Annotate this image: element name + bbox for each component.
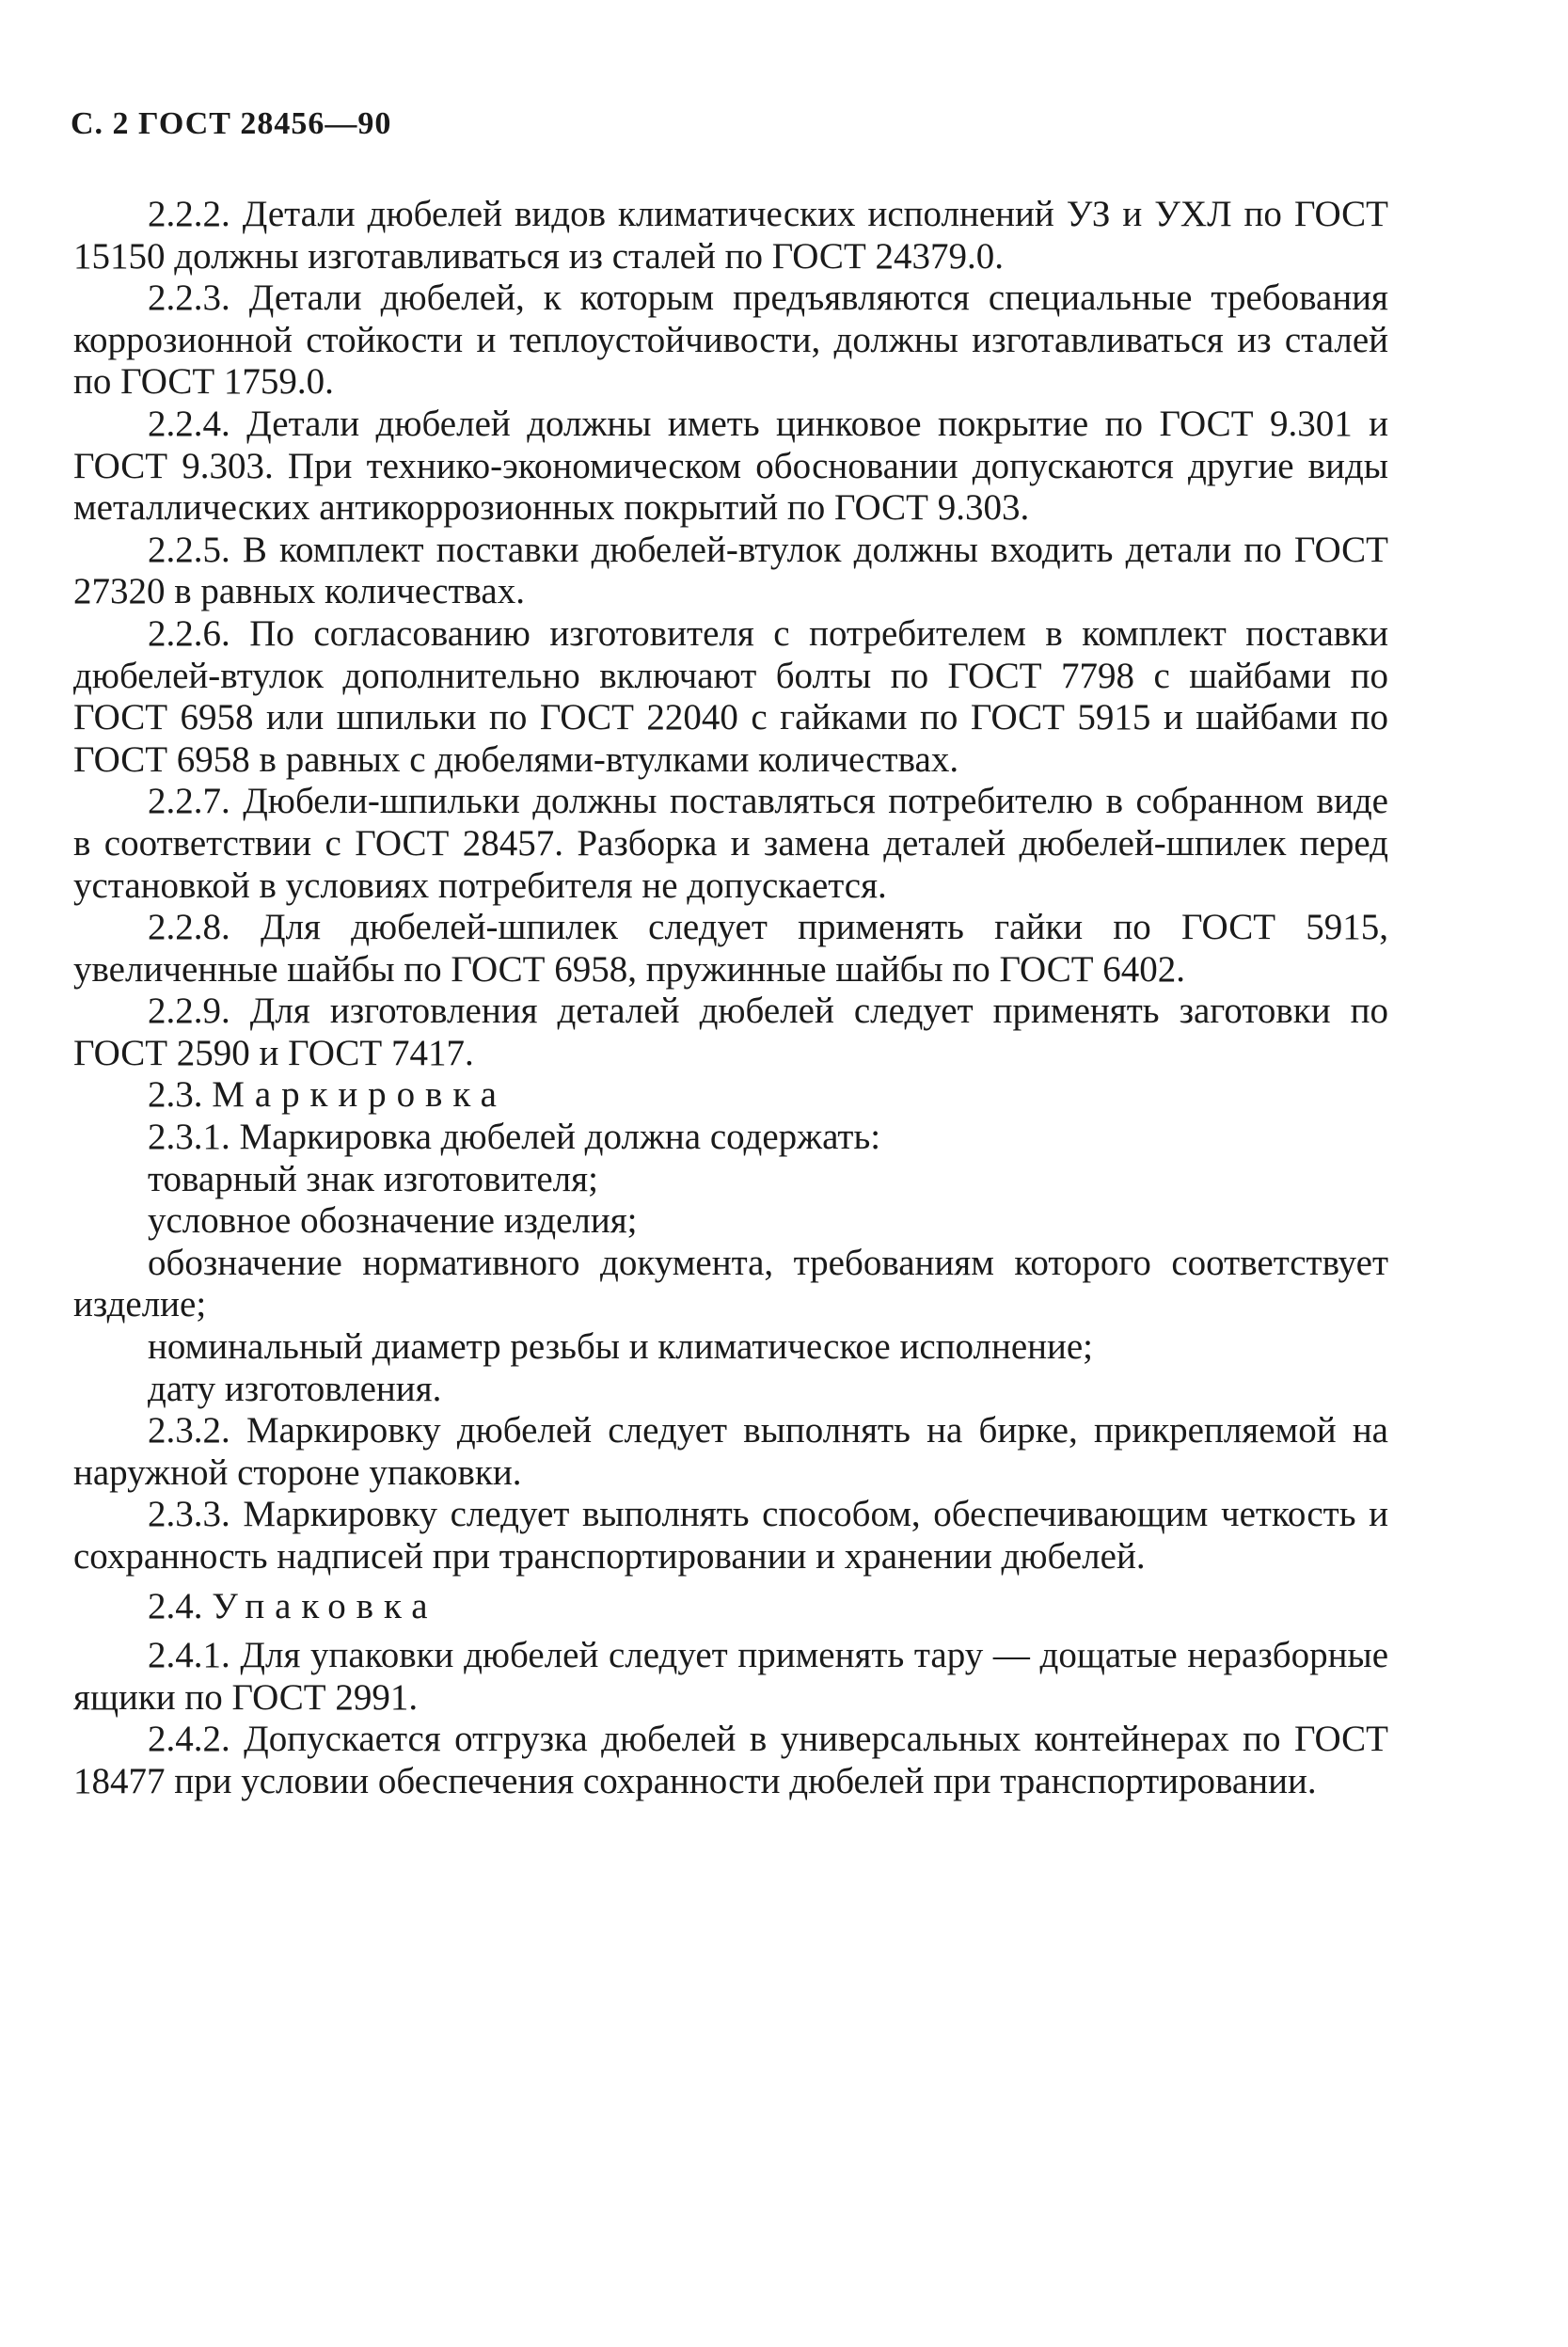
- document-body: [73, 194, 1388, 1803]
- paragraph-2-2-6: 2.2.6. По согласованию изготовителя с потребителем в комплект поставки дюбелей-втулок дополнительно включают болты по ГОСТ 7798 с шайбами по ГОСТ 6958 или шпильки по ГОСТ 22040 с гайками по ГОСТ 5915 и шайбами по ГОСТ 6958 в равных с дюбелями-втулками количествах.: [73, 612, 1388, 780]
- paragraph-2-3-1: 2.3.1. Маркировка дюбелей должна содержать:: [148, 1117, 881, 1158]
- paragraph-2-3-3: 2.3.3. Маркировку следует выполнять способом, обеспечивающим четкость и сохранность надписей при транспортировании и хранении дюбелей.: [73, 1494, 1388, 1577]
- paragraph-2-2-3: 2.2.3. Детали дюбелей, к которым предъявляются специальные требования коррозионной стойкости и теплоустойчивости, должны изготавливаться из сталей по ГОСТ 1759.0.: [73, 278, 1388, 403]
- paragraph-2-2-7: 2.2.7. Дюбели-шпильки должны поставляться потребителю в собранном виде в соответствии с ГОСТ 28457. Разборка и замена деталей дюбелей-шпилек перед установкой в условиях потребителя не допускается.: [73, 781, 1388, 906]
- paragraph-2-2-8: 2.2.8. Для дюбелей-шпилек следует применять гайки по ГОСТ 5915, увеличенные шайбы по ГОСТ 6958, пружинные шайбы по ГОСТ 6402.: [73, 907, 1388, 990]
- section-title: Маркировка: [212, 1074, 507, 1116]
- running-head: С. 2 ГОСТ 28456—90: [71, 106, 392, 141]
- section-number: 2.4.: [148, 1585, 213, 1626]
- paragraph-2-2-5: 2.2.5. В комплект поставки дюбелей-втулок должны входить детали по ГОСТ 27320 в равных количествах.: [73, 529, 1388, 612]
- list-item: товарный знак изготовителя;: [148, 1158, 598, 1199]
- list-item: номинальный диаметр резьбы и климатическое исполнение;: [148, 1326, 1094, 1368]
- section-number: 2.3.: [148, 1074, 213, 1116]
- section-heading-2-4: [73, 1586, 1388, 1628]
- section-title: Упаковка: [212, 1585, 438, 1626]
- paragraph-2-4-2: 2.4.2. Допускается отгрузка дюбелей в универсальных контейнерах по ГОСТ 18477 при условии обеспечения сохранности дюбелей при транспортировании.: [73, 1719, 1388, 1801]
- paragraph-2-2-9: 2.2.9. Для изготовления деталей дюбелей следует применять заготовки по ГОСТ 2590 и ГОСТ 7417.: [73, 991, 1388, 1073]
- paragraph-2-4-1: 2.4.1. Для упаковки дюбелей следует применять тару — дощатые неразборные ящики по ГОСТ 2991.: [73, 1635, 1388, 1718]
- list-item: обозначение нормативного документа, требованиям которого соответствует изделие;: [73, 1242, 1388, 1325]
- paragraph-2-2-2: 2.2.2. Детали дюбелей видов климатических исполнений УЗ и УХЛ по ГОСТ 15150 должны изготавливаться из сталей по ГОСТ 24379.0.: [73, 194, 1388, 277]
- list-item: дату изготовления.: [148, 1368, 442, 1409]
- paragraph-2-3-2: 2.3.2. Маркировку дюбелей следует выполнять на бирке, прикрепляемой на наружной стороне упаковки.: [73, 1410, 1388, 1493]
- section-heading-2-3: [73, 1074, 1388, 1117]
- list-item: условное обозначение изделия;: [148, 1200, 638, 1242]
- paragraph-2-2-4: 2.2.4. Детали дюбелей должны иметь цинковое покрытие по ГОСТ 9.301 и ГОСТ 9.303. При технико-экономическом обосновании допускаются другие виды металлических антикоррозионных покрытий по ГОСТ 9.303.: [73, 403, 1388, 529]
